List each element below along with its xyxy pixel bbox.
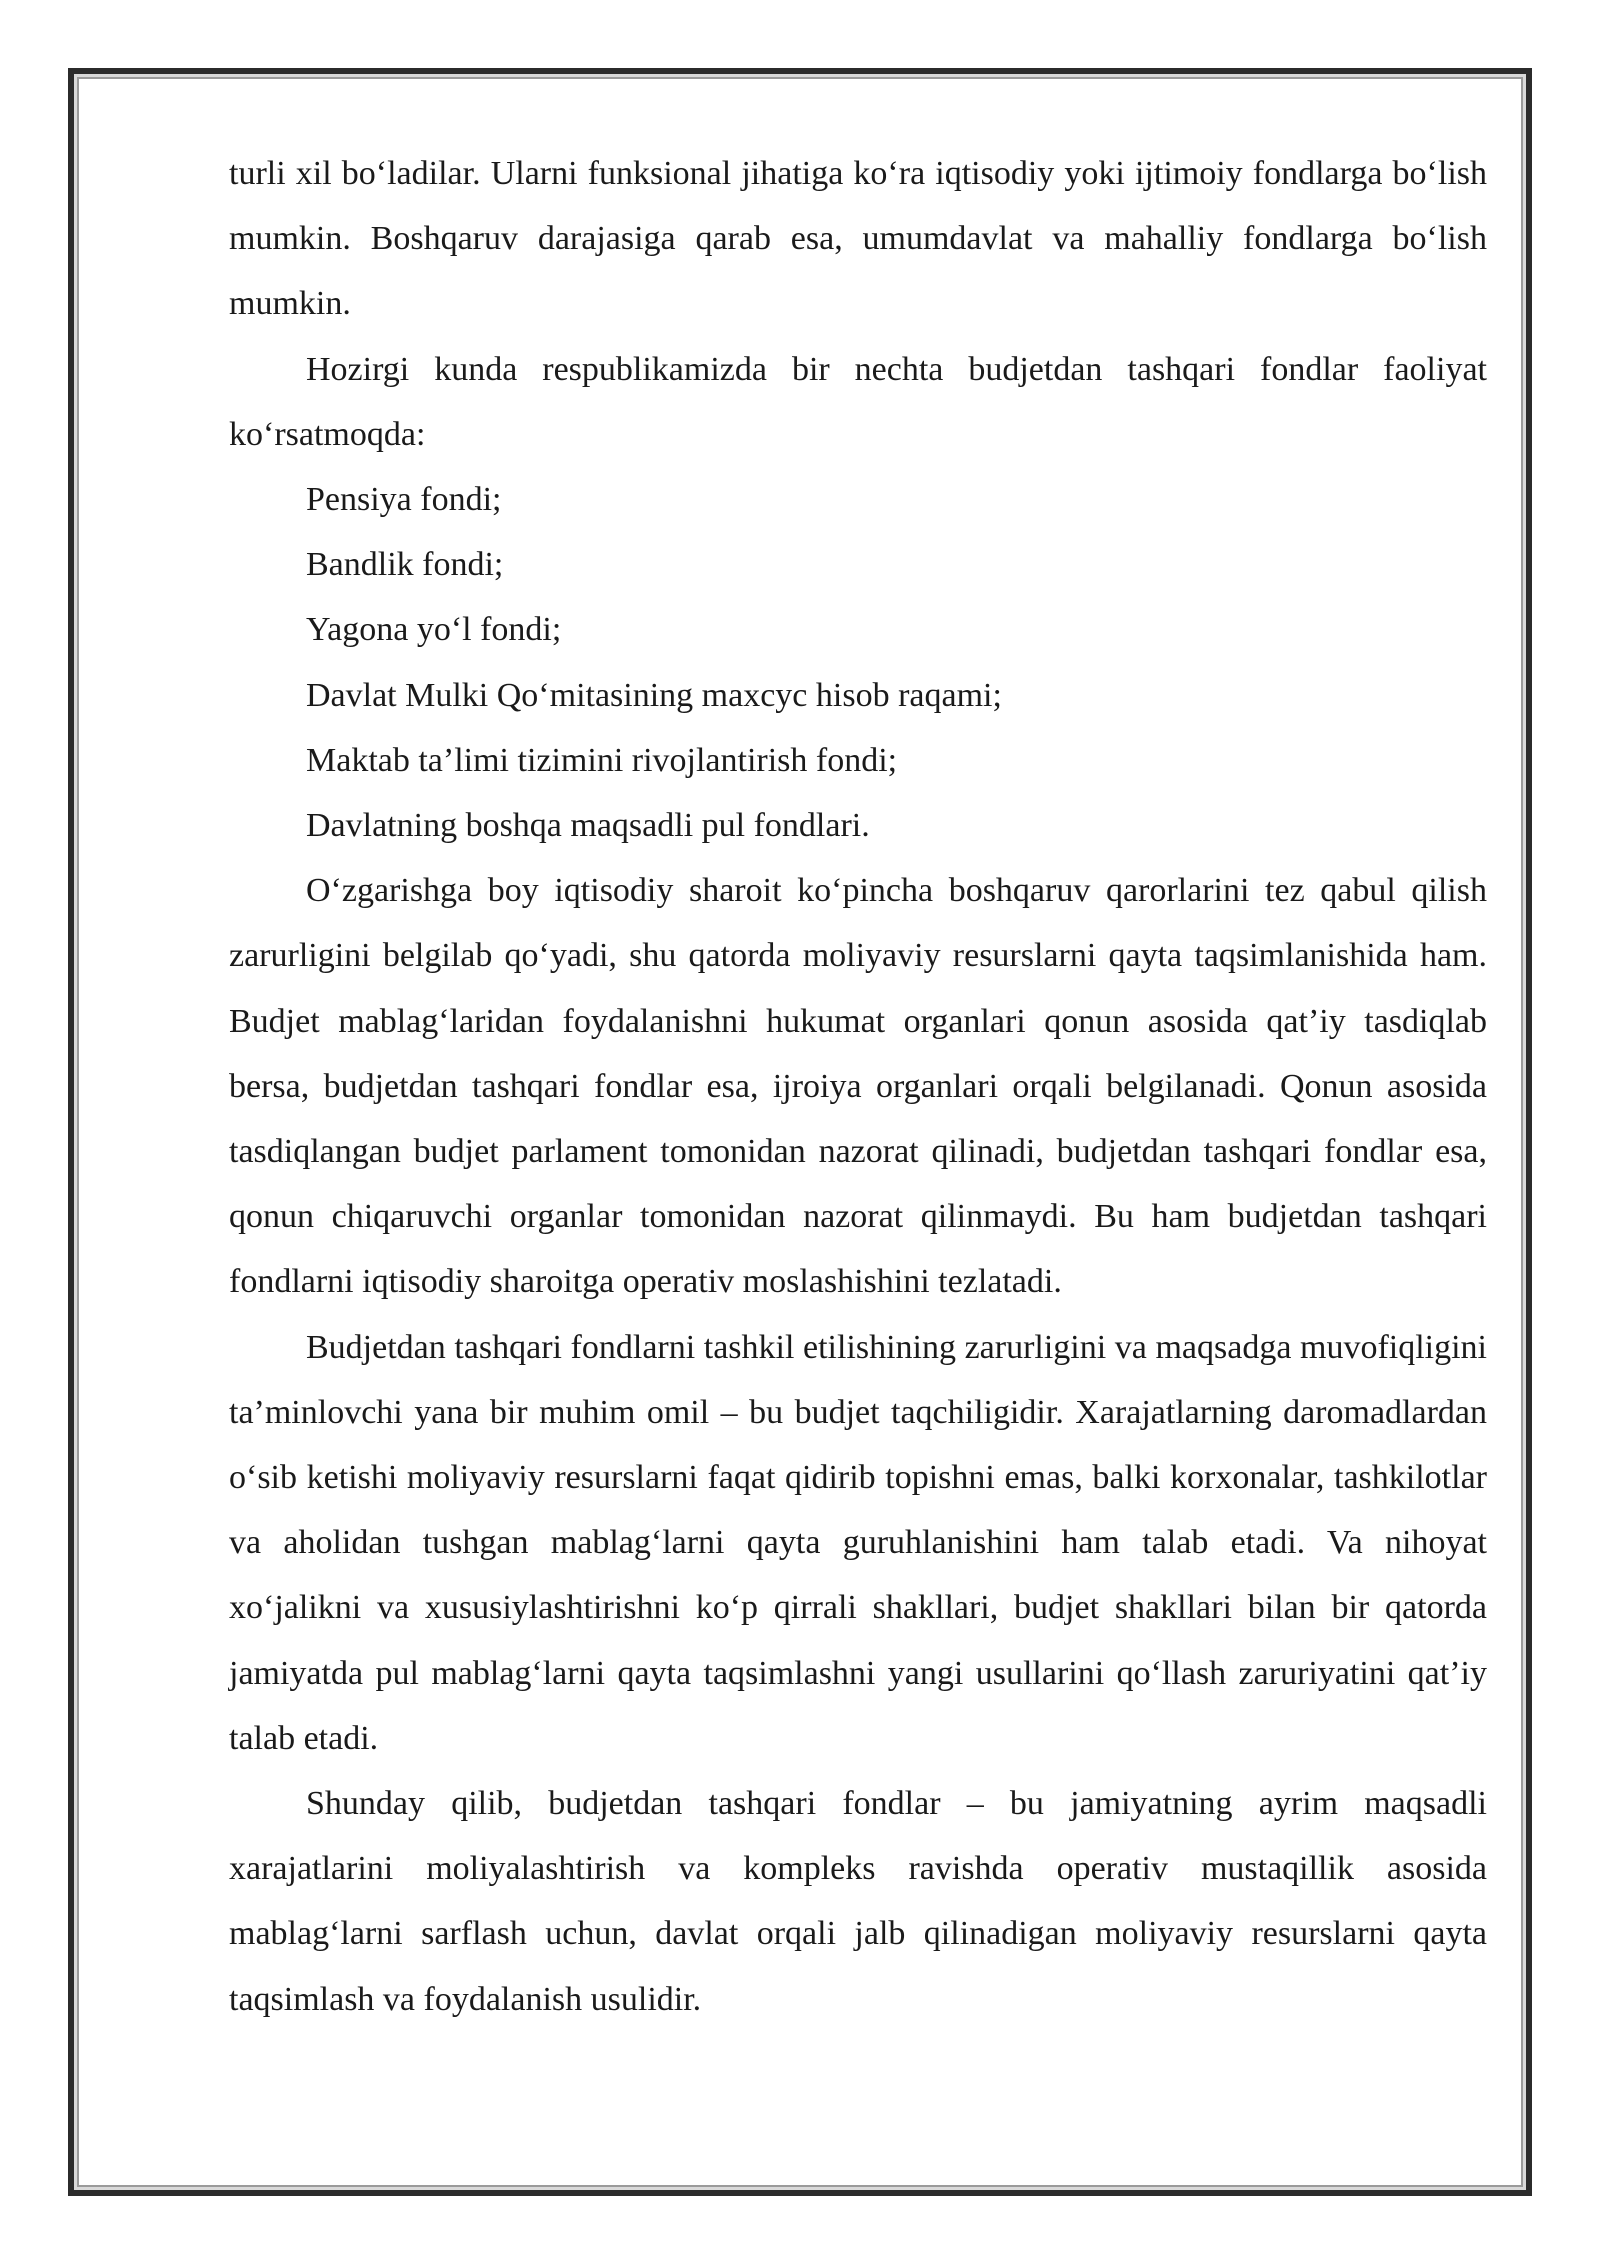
- paragraph-funds-intro: Hozirgi kunda respublikamizda bir nechta budjetdan tashqari fondlar faoliyat ko‘rsatmoqda:: [229, 350, 1487, 453]
- paragraph-budget-deficit: Budjetdan tashqari fondlarni tashkil etilishining zarurligini va maqsadga muvofiqligini ta’minlovchi yana bir muhim omil – bu budjet taqchiligidir. Xarajatlarning daromadlardan o‘sib ketishi moliyaviy resurslarni faqat qidirib topishni emas, balki korxonalar, tashkilotlar va aholidan tushgan mablag‘larni qayta guruhlanishini ham talab etadi. Va nihoyat xo‘jalikni va xususiylashtirishni ko‘p qirrali shakllari, budjet shakllari bilan bir qatorda jamiyatda pul mablag‘larni qayta taqsimlashni yangi usullarini qo‘llash zaruriyatini qat’iy talab etadi.: [229, 1328, 1487, 1757]
- list-item: Davlat Mulki Qo‘mitasining maxcyc hisob raqami;: [306, 676, 1002, 714]
- document-body: [229, 141, 1487, 2032]
- list-item: Pensiya fondi;: [306, 481, 502, 519]
- paragraph-continuation: turli xil bo‘ladilar. Ularni funksional jihatiga ko‘ra iqtisodiy yoki ijtimoiy fondlarga bo‘lish mumkin. Boshqaruv darajasiga qarab esa, umumdavlat va mahalliy fondlarga bo‘lish mumkin.: [229, 155, 1487, 323]
- list-item: Davlatning boshqa maqsadli pul fondlari.: [306, 807, 870, 845]
- list-item: Bandlik fondi;: [306, 546, 504, 584]
- list-item: Yagona yo‘l fondi;: [306, 611, 562, 649]
- paragraph-economic-conditions: O‘zgarishga boy iqtisodiy sharoit ko‘pincha boshqaruv qarorlarini tez qabul qilish zarurligini belgilab qo‘yadi, shu qatorda moliyaviy resurslarni qayta taqsimlanishida ham. Budjet mablag‘laridan foydalanishni hukumat organlari qonun asosida qat’iy tasdiqlab bersa, budjetdan tashqari fondlar esa, ijroiya organlari orqali belgilanadi. Qonun asosida tasdiqlangan budjet parlament tomonidan nazorat qilinadi, budjetdan tashqari fondlar esa, qonun chiqaruvchi organlar tomonidan nazorat qilinmaydi. Bu ham budjetdan tashqari fondlarni iqtisodiy sharoitga operativ moslashishini tezlatadi.: [229, 872, 1487, 1301]
- paragraph-conclusion: Shunday qilib, budjetdan tashqari fondlar – bu jamiyatning ayrim maqsadli xarajatlarini moliyalashtirish va kompleks ravishda operativ mustaqillik asosida mablag‘larni sarflash uchun, davlat orqali jalb qilinadigan moliyaviy resurslarni qayta taqsimlash va foydalanish usulidir.: [229, 1785, 1487, 2018]
- funds-list: [229, 467, 1487, 858]
- list-item: Maktab ta’limi tizimini rivojlantirish fondi;: [306, 741, 898, 779]
